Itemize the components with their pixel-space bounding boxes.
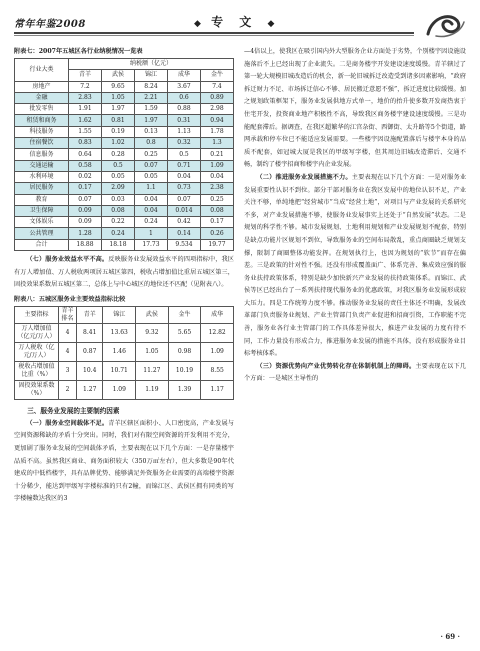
table-cell: 0.22 xyxy=(101,217,134,228)
table-row xyxy=(15,126,234,137)
table-row xyxy=(15,323,234,342)
table-cell: 1.05 xyxy=(101,92,134,103)
table-cell: 1.09 xyxy=(200,160,233,171)
table-cell: 8.55 xyxy=(201,361,234,380)
page-number: · 69 · xyxy=(440,632,460,641)
table-cell: 0.42 xyxy=(167,217,200,228)
table-cell: 18.88 xyxy=(68,239,101,250)
row-label: 住宿餐饮 xyxy=(15,138,69,149)
table-row xyxy=(15,239,234,250)
table-cell: 17.73 xyxy=(134,239,167,250)
table-row xyxy=(15,171,234,182)
row-label: 房地产 xyxy=(15,81,69,92)
table-cell: 0.32 xyxy=(167,138,200,149)
table-cell: 7.2 xyxy=(68,81,101,92)
table-cell: 0.21 xyxy=(200,149,233,160)
para-lead: （三）资源优势向产业优势转化存在体制机制上的障碍。 xyxy=(256,362,416,370)
table-cell: 1.19 xyxy=(136,380,169,399)
table-cell: 4 xyxy=(59,323,77,342)
table-cell: 10.19 xyxy=(168,361,201,380)
table-cell: 18.18 xyxy=(101,239,134,250)
table-row xyxy=(15,92,234,103)
table-cell: 0.5 xyxy=(101,160,134,171)
table-row xyxy=(15,217,234,228)
col-header-district: 金牛 xyxy=(168,306,201,323)
table-cell: 8.41 xyxy=(77,323,103,342)
row-label: 公共管理 xyxy=(15,228,69,239)
table-cell: 0.83 xyxy=(68,138,101,149)
row-label: 税收占增加值比重（%） xyxy=(15,361,59,380)
table-cell: 0.04 xyxy=(134,194,167,205)
industry-tax-table xyxy=(14,58,234,251)
table-cell: 1.91 xyxy=(68,104,101,115)
table-cell: 2.21 xyxy=(134,92,167,103)
table-cell: 5.65 xyxy=(168,323,201,342)
table-cell: 0.09 xyxy=(68,217,101,228)
table-cell: 7.4 xyxy=(200,81,233,92)
table-row xyxy=(15,194,234,205)
table-cell: 0.07 xyxy=(167,194,200,205)
left-para-1 xyxy=(14,254,234,292)
table-cell: 0.25 xyxy=(134,149,167,160)
table-cell: 0.14 xyxy=(167,228,200,239)
right-para-2 xyxy=(244,172,466,361)
col-header-rank: 青羊排名 xyxy=(59,306,77,323)
table-cell: 0.73 xyxy=(167,183,200,194)
table-cell: 0.07 xyxy=(68,194,101,205)
table-cell: 10.4 xyxy=(77,361,103,380)
col-header-industry: 行业大类 xyxy=(15,59,69,82)
swirl-logo-icon xyxy=(422,8,466,40)
table-cell: 0.04 xyxy=(134,205,167,216)
table-cell: 0.8 xyxy=(134,138,167,149)
yearbook-title: 常年年鉴2008 xyxy=(14,19,86,30)
section-label-text: 专 文 xyxy=(211,15,258,29)
table-cell: 0.94 xyxy=(200,115,233,126)
table-cell: 1.62 xyxy=(68,115,101,126)
row-label: 固投效果系数（%） xyxy=(15,380,59,399)
table-row xyxy=(15,380,234,399)
table-cell: 8.24 xyxy=(134,81,167,92)
para-lead: （七）服务业效益水平不高。 xyxy=(26,256,109,264)
table-cell: 1.13 xyxy=(167,126,200,137)
table-cell: 0.98 xyxy=(168,342,201,361)
diamond-icon: ◆ xyxy=(194,19,201,29)
table-cell: 0.08 xyxy=(101,205,134,216)
table-cell: 0.88 xyxy=(167,104,200,115)
table-cell: 0.05 xyxy=(101,171,134,182)
col-header-district: 锦江 xyxy=(134,70,167,81)
row-label: 批发零售 xyxy=(15,104,69,115)
table-row xyxy=(15,115,234,126)
table-cell: 9.65 xyxy=(101,81,134,92)
table-cell: 0.6 xyxy=(167,92,200,103)
table2-title: 附表八：五城区服务业主要效益指标比较 xyxy=(14,295,126,303)
table-cell: 2.98 xyxy=(200,104,233,115)
table-cell: 0.71 xyxy=(167,160,200,171)
table-cell: 1.28 xyxy=(68,228,101,239)
table-cell: 1.09 xyxy=(201,342,234,361)
table-cell: 1.02 xyxy=(101,138,134,149)
table-row xyxy=(15,104,234,115)
table-cell: 1.27 xyxy=(77,380,103,399)
table-cell: 13.63 xyxy=(103,323,136,342)
para-text: 反映服务业发展效益水平的四项指标中，我区有万人增加值、万人税收两项居五城区第四，税收占增加值比重居五城区第三，固投效果系数居五城区第二，总体上与中心城区的地位还不匹配（见附表八）。 xyxy=(14,256,234,289)
table-cell: 1.05 xyxy=(136,342,169,361)
section-label xyxy=(194,13,274,30)
col-header-district: 成华 xyxy=(167,70,200,81)
table-cell: 0.81 xyxy=(101,115,134,126)
row-label: 万人税收（亿元/万人） xyxy=(15,342,59,361)
table-cell: 1 xyxy=(134,228,167,239)
table-cell: 3 xyxy=(59,361,77,380)
row-label: 教育 xyxy=(15,194,69,205)
table-row xyxy=(15,205,234,216)
table-cell: 0.58 xyxy=(68,160,101,171)
table-cell: 0.87 xyxy=(77,342,103,361)
row-label: 万人增加值（亿元/万人） xyxy=(15,323,59,342)
table1-title: 附表七：2007年五城区各行业纳税情况一览表 xyxy=(14,48,143,55)
diamond-icon: ◆ xyxy=(267,19,275,29)
para-text: 主要表现在以下几个方面：一是对服务业发展重要性认识不到位。部分干部对服务业在我区发展中的地位认识不足，产业关注不够，单纯地把“经营城市”当成“经营土地”，对项目与产业发展的关系研究不多，对产业发展措施不够，使服务业发展事实上还处于“自然发展”状态。二是规划的科学性不够。城市发展规划、土地利用规划和产业发展规划不配套，特别是缺点功能片区规划不到位，导致服务业的空间布局散乱，重点商圈缺乏规划支撑，限制了商圈整体功能发挥。在规划执行上，也因为规划的“软节”而存在偏差。三是政策的针对性不强。还没有形成覆盖面广、体系完善、集成效应强的服务业扶持政策体系，特别是缺少加快新兴产业发展的扶持政策体系。而锦江、武侯等区已经出台了一系列扶持现代服务业的优惠政策，对我区服务业发展形成较大压力。四是工作统筹力度不够。推动服务业发展的责任主体还不明确，发展改革部门负责服务业规划、产业主管部门负责产业促进和招商引资，工作职能不完善，服务业各行业主管部门的工作具体差异很大，推进产业发展的力度有待不同，工作力量没有形成合力，推进服务业发展的措施不具体，没有形成服务业目标考核体系。 xyxy=(244,173,467,358)
row-label: 居民服务 xyxy=(15,183,69,194)
table-cell: 0.04 xyxy=(167,171,200,182)
table-cell: 0.05 xyxy=(134,171,167,182)
table-cell: 0.24 xyxy=(101,228,134,239)
section-3-title: 三、服务业发展的主要制约因素 xyxy=(27,406,120,415)
header-rule xyxy=(14,32,414,34)
col-header-district: 锦江 xyxy=(103,306,136,323)
table-cell: 1.39 xyxy=(168,380,201,399)
table-cell: 0.26 xyxy=(200,228,233,239)
table-cell: 1.97 xyxy=(134,115,167,126)
table-cell: 2 xyxy=(59,380,77,399)
table-cell: 0.5 xyxy=(167,149,200,160)
table-cell: 2.38 xyxy=(200,183,233,194)
table-cell: 1.55 xyxy=(68,126,101,137)
table-cell: 4 xyxy=(59,342,77,361)
table-cell: 0.014 xyxy=(167,205,200,216)
table-cell: 10.71 xyxy=(103,361,136,380)
col-header-district: 武侯 xyxy=(136,306,169,323)
col-header-district: 青羊 xyxy=(68,70,101,81)
table-cell: 0.07 xyxy=(134,160,167,171)
para-text: 主要表现在以下几个方面：一是城区主导性的 xyxy=(244,362,466,383)
table-cell: 11.27 xyxy=(136,361,169,380)
right-para-1: —4倍以上，使我区在吸引国内外大型服务企业方面处于劣势，个别楼宇因设施设施落后不上已经出现了企业流失。二是商务楼宇开发建设速度缓慢。青羊辖过了第一轮大规模旧城改造后的机会，新一轮旧城拆迁改造受到诸多因素影响，“政府拆迁财力不足、市场拆迁信心不够、居民搬迁意愿不强”，拆迁进度比较缓慢。加之规划政策框架下，服务业发展供地方式单一，地价的抬升使多数开发商热衷于住宅开发，投资商业地产积极性不高，导致我区商务楼宇建设速度缓慢。三是功能配套滞后。据调查，在我区超繁华的江宫杂街、西御街、太升路等5个街道，路网承载和停车位已不能适应发展需要。一些楼宇因设施配置落后与楼宇本身的品质不配套，如冠城大厦是我区的甲级写字楼，但其周边旧城改造滞后、交通不畅，制约了楼宇招商和楼宇内企业发展。 xyxy=(244,48,466,169)
left-para-2 xyxy=(14,418,234,506)
row-label: 卫生保障 xyxy=(15,205,69,216)
table-row xyxy=(15,228,234,239)
table-cell: 1.46 xyxy=(103,342,136,361)
row-label: 科技服务 xyxy=(15,126,69,137)
table-cell: 0.13 xyxy=(134,126,167,137)
right-column xyxy=(244,46,466,386)
table-cell: 0.17 xyxy=(68,183,101,194)
table-cell: 0.25 xyxy=(200,194,233,205)
table-cell: 1.78 xyxy=(200,126,233,137)
table-cell: 0.64 xyxy=(68,149,101,160)
col-header-district: 金牛 xyxy=(200,70,233,81)
table-cell: 1.17 xyxy=(201,380,234,399)
table-row xyxy=(15,183,234,194)
col-header-district: 成华 xyxy=(201,306,234,323)
table-cell: 9.32 xyxy=(136,323,169,342)
table-row xyxy=(15,361,234,380)
col-header-indicator: 主要指标 xyxy=(15,306,59,323)
col-header-district: 青羊 xyxy=(77,306,103,323)
row-label: 交通运输 xyxy=(15,160,69,171)
table-cell: 1.59 xyxy=(134,104,167,115)
para-lead: （一）服务业空间载体不足。 xyxy=(26,419,109,427)
col-header-tax: 纳税额（亿元） xyxy=(68,59,233,70)
table-cell: 12.82 xyxy=(201,323,234,342)
table-cell: 0.31 xyxy=(167,115,200,126)
col-header-district: 武侯 xyxy=(101,70,134,81)
table-cell: 2.83 xyxy=(68,92,101,103)
table-row xyxy=(15,149,234,160)
para-text: 青羊区辖区面积小、人口密度高，产业发展与空间资源稀缺的矛盾十分突出。同时，我们对有限空间资源的开发利用不充分，更加剧了服务业发展的空间载体矛盾，主要表现在以下几个方面：一是存量楼宇品质不高。虽然我区商业、商务面积较大（350万㎡左右），但大多数是90年代建成的中低档楼宇，具有品牌优势、能够满足外资服务企业需要的高端楼宇资源十分稀少，能达到甲级写字楼标准的只有2幢，而锦江区、武侯区拥有同类的写字楼幢数达我区的3 xyxy=(14,419,234,503)
row-label: 文体娱乐 xyxy=(15,217,69,228)
table-cell: 1.3 xyxy=(200,138,233,149)
table-cell: 0.02 xyxy=(68,171,101,182)
table-cell: 0.17 xyxy=(200,217,233,228)
row-label: 金融 xyxy=(15,92,69,103)
table-cell: 19.77 xyxy=(200,239,233,250)
table-row xyxy=(15,138,234,149)
table-cell: 0.09 xyxy=(68,205,101,216)
left-column xyxy=(14,46,234,506)
row-label: 水利环境 xyxy=(15,171,69,182)
header-rule-thin xyxy=(14,35,414,36)
table-cell: 0.08 xyxy=(200,205,233,216)
right-para-3 xyxy=(244,361,466,386)
table-cell: 1.1 xyxy=(134,183,167,194)
table-cell: 0.24 xyxy=(134,217,167,228)
row-label: 合计 xyxy=(15,239,69,250)
table-cell: 3.67 xyxy=(167,81,200,92)
table-cell: 0.03 xyxy=(101,194,134,205)
row-label: 信息服务 xyxy=(15,149,69,160)
table-cell: 1.97 xyxy=(101,104,134,115)
efficiency-table xyxy=(14,306,234,400)
table-row xyxy=(15,81,234,92)
table-cell: 0.04 xyxy=(200,171,233,182)
para-lead: （二）推进服务业发展措施不力。 xyxy=(256,173,352,181)
table-cell: 0.28 xyxy=(101,149,134,160)
table-cell: 0.89 xyxy=(200,92,233,103)
page-header xyxy=(14,8,466,38)
table-row xyxy=(15,342,234,361)
row-label: 租赁和商务 xyxy=(15,115,69,126)
table-cell: 2.09 xyxy=(101,183,134,194)
table-cell: 9.534 xyxy=(167,239,200,250)
table-row xyxy=(15,160,234,171)
table-cell: 0.19 xyxy=(101,126,134,137)
table-cell: 1.09 xyxy=(103,380,136,399)
